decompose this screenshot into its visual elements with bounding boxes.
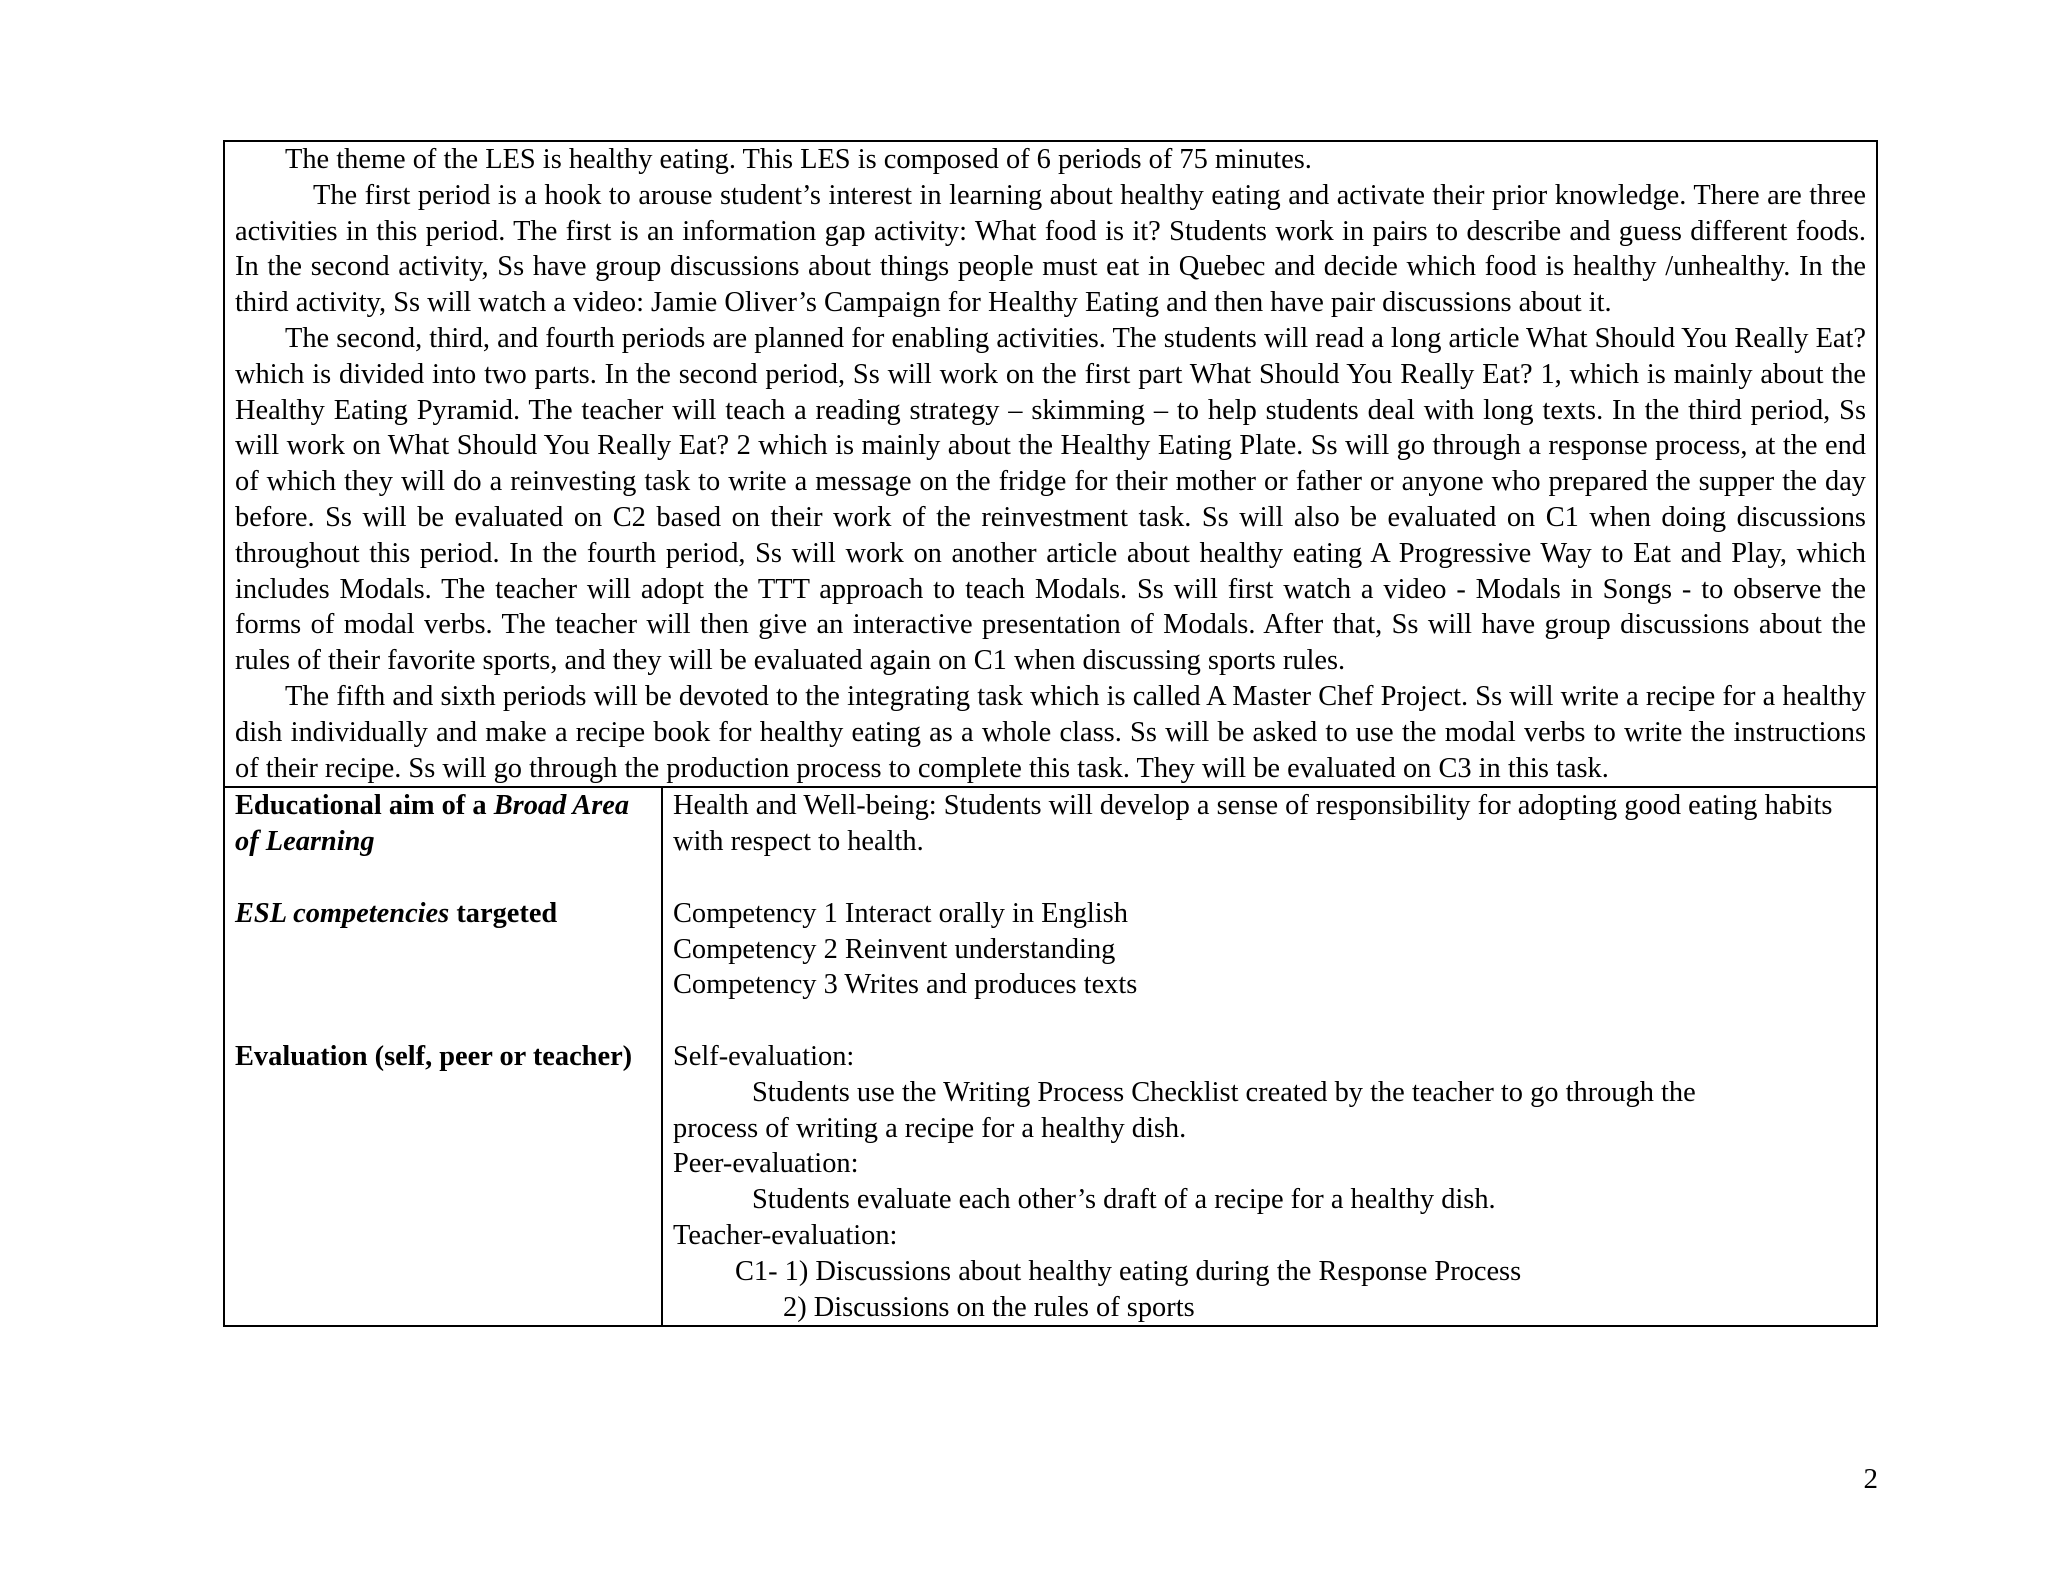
teacher-evaluation-label: Teacher-evaluation:: [673, 1219, 898, 1251]
teacher-evaluation-item: 2) Discussions on the rules of sports: [783, 1291, 1195, 1323]
competency-item: Competency 2 Reinvent understanding: [673, 933, 1116, 965]
spacer: [673, 1003, 1866, 1039]
overview-row: [224, 141, 1877, 787]
aim-label-prefix: Educational aim of a: [235, 790, 494, 822]
aim-label-italic: Broad Area of Learning: [235, 790, 630, 858]
esl-label-italic: ESL competencies: [235, 897, 450, 929]
period-one-paragraph: The first period is a hook to arouse student’s interest in learning about healthy eating and activate their prior knowledge. There are three activities in this period. The first is an information gap activity: What food is it? Students work in pairs to describe and guess different foods. In the second activity, Ss have group discussions about things people must eat in Quebec and decide which food is healthy /unhealthy. In the third activity, Ss will watch a video: Jamie Oliver’s Campaign for Healthy Eating and then have pair discussions about it.: [235, 179, 1866, 319]
periods-two-to-four-paragraph: The second, third, and fourth periods are planned for enabling activities. The students will read a long article What Should You Really Eat? which is divided into two parts. In the second period, Ss will work on the first part What Should You Really Eat? 1, which is mainly about the Healthy Eating Pyramid. The teacher will teach a reading strategy – skimming – to help students deal with long texts. In the third period, Ss will work on What Should You Really Eat? 2 which is mainly about the Healthy Eating Plate. Ss will go through a response process, at the end of which they will do a reinvesting task to write a message on the fridge for their mother or father or anyone who prepared the supper the day before. Ss will be evaluated on C2 based on their work of the reinvestment task. Ss will also be evaluated on C1 when doing discussions throughout this period. In the fourth period, Ss will work on another article about healthy eating A Progressive Way to Eat and Play, which includes Modals. The teacher will adopt the TTT approach to teach Modals. Ss will first watch a video - Modals in Songs - to observe the forms of modal verbs. The teacher will then give an interactive presentation of Modals. After that, Ss will have group discussions about the rules of their favorite sports, and they will be evaluated again on C1 when discussing sports rules.: [235, 322, 1866, 677]
esl-label-suffix: targeted: [449, 897, 558, 929]
details-row: [224, 787, 1877, 1326]
peer-evaluation-text: Students evaluate each other’s draft of a recipe for a healthy dish.: [752, 1184, 1496, 1216]
peer-evaluation-label: Peer-evaluation:: [673, 1148, 859, 1180]
competency-item: Competency 1 Interact orally in English: [673, 897, 1128, 929]
spacer: [235, 860, 651, 896]
evaluation-label: Evaluation (self, peer or teacher): [235, 1040, 633, 1072]
spacer: [235, 967, 651, 1003]
spacer: [235, 932, 651, 968]
theme-paragraph: The theme of the LES is healthy eating. This LES is composed of 6 periods of 75 minutes.: [285, 144, 1312, 175]
spacer: [673, 860, 1866, 896]
labels-cell: [224, 787, 662, 1326]
spacer: [235, 1003, 651, 1039]
aim-text: Health and Well-being: Students will develop a sense of responsibility for adopting good eating habits with respect to health.: [673, 790, 1833, 858]
les-overview-table: [223, 140, 1878, 1327]
overview-cell: [224, 141, 1877, 787]
self-evaluation-text-continued: process of writing a recipe for a healthy dish.: [673, 1112, 1187, 1144]
esl-competencies-label: [235, 896, 651, 932]
aim-label: [235, 788, 651, 860]
details-cell: [662, 787, 1877, 1326]
teacher-evaluation-item: C1- 1) Discussions about healthy eating during the Response Process: [735, 1255, 1522, 1287]
competency-item: Competency 3 Writes and produces texts: [673, 969, 1138, 1001]
self-evaluation-label: Self-evaluation:: [673, 1040, 855, 1072]
periods-five-six-paragraph: The fifth and sixth periods will be devoted to the integrating task which is called A Master Chef Project. Ss will write a recipe for a healthy dish individually and make a recipe book for healthy eating as a whole class. Ss will be asked to use the modal verbs to write the instructions of their recipe. Ss will go through the production process to complete this task. They will be evaluated on C3 in this task.: [235, 680, 1866, 784]
self-evaluation-text: Students use the Writing Process Checklist created by the teacher to go through the: [752, 1076, 1696, 1108]
page-number: 2: [1863, 1463, 1878, 1495]
